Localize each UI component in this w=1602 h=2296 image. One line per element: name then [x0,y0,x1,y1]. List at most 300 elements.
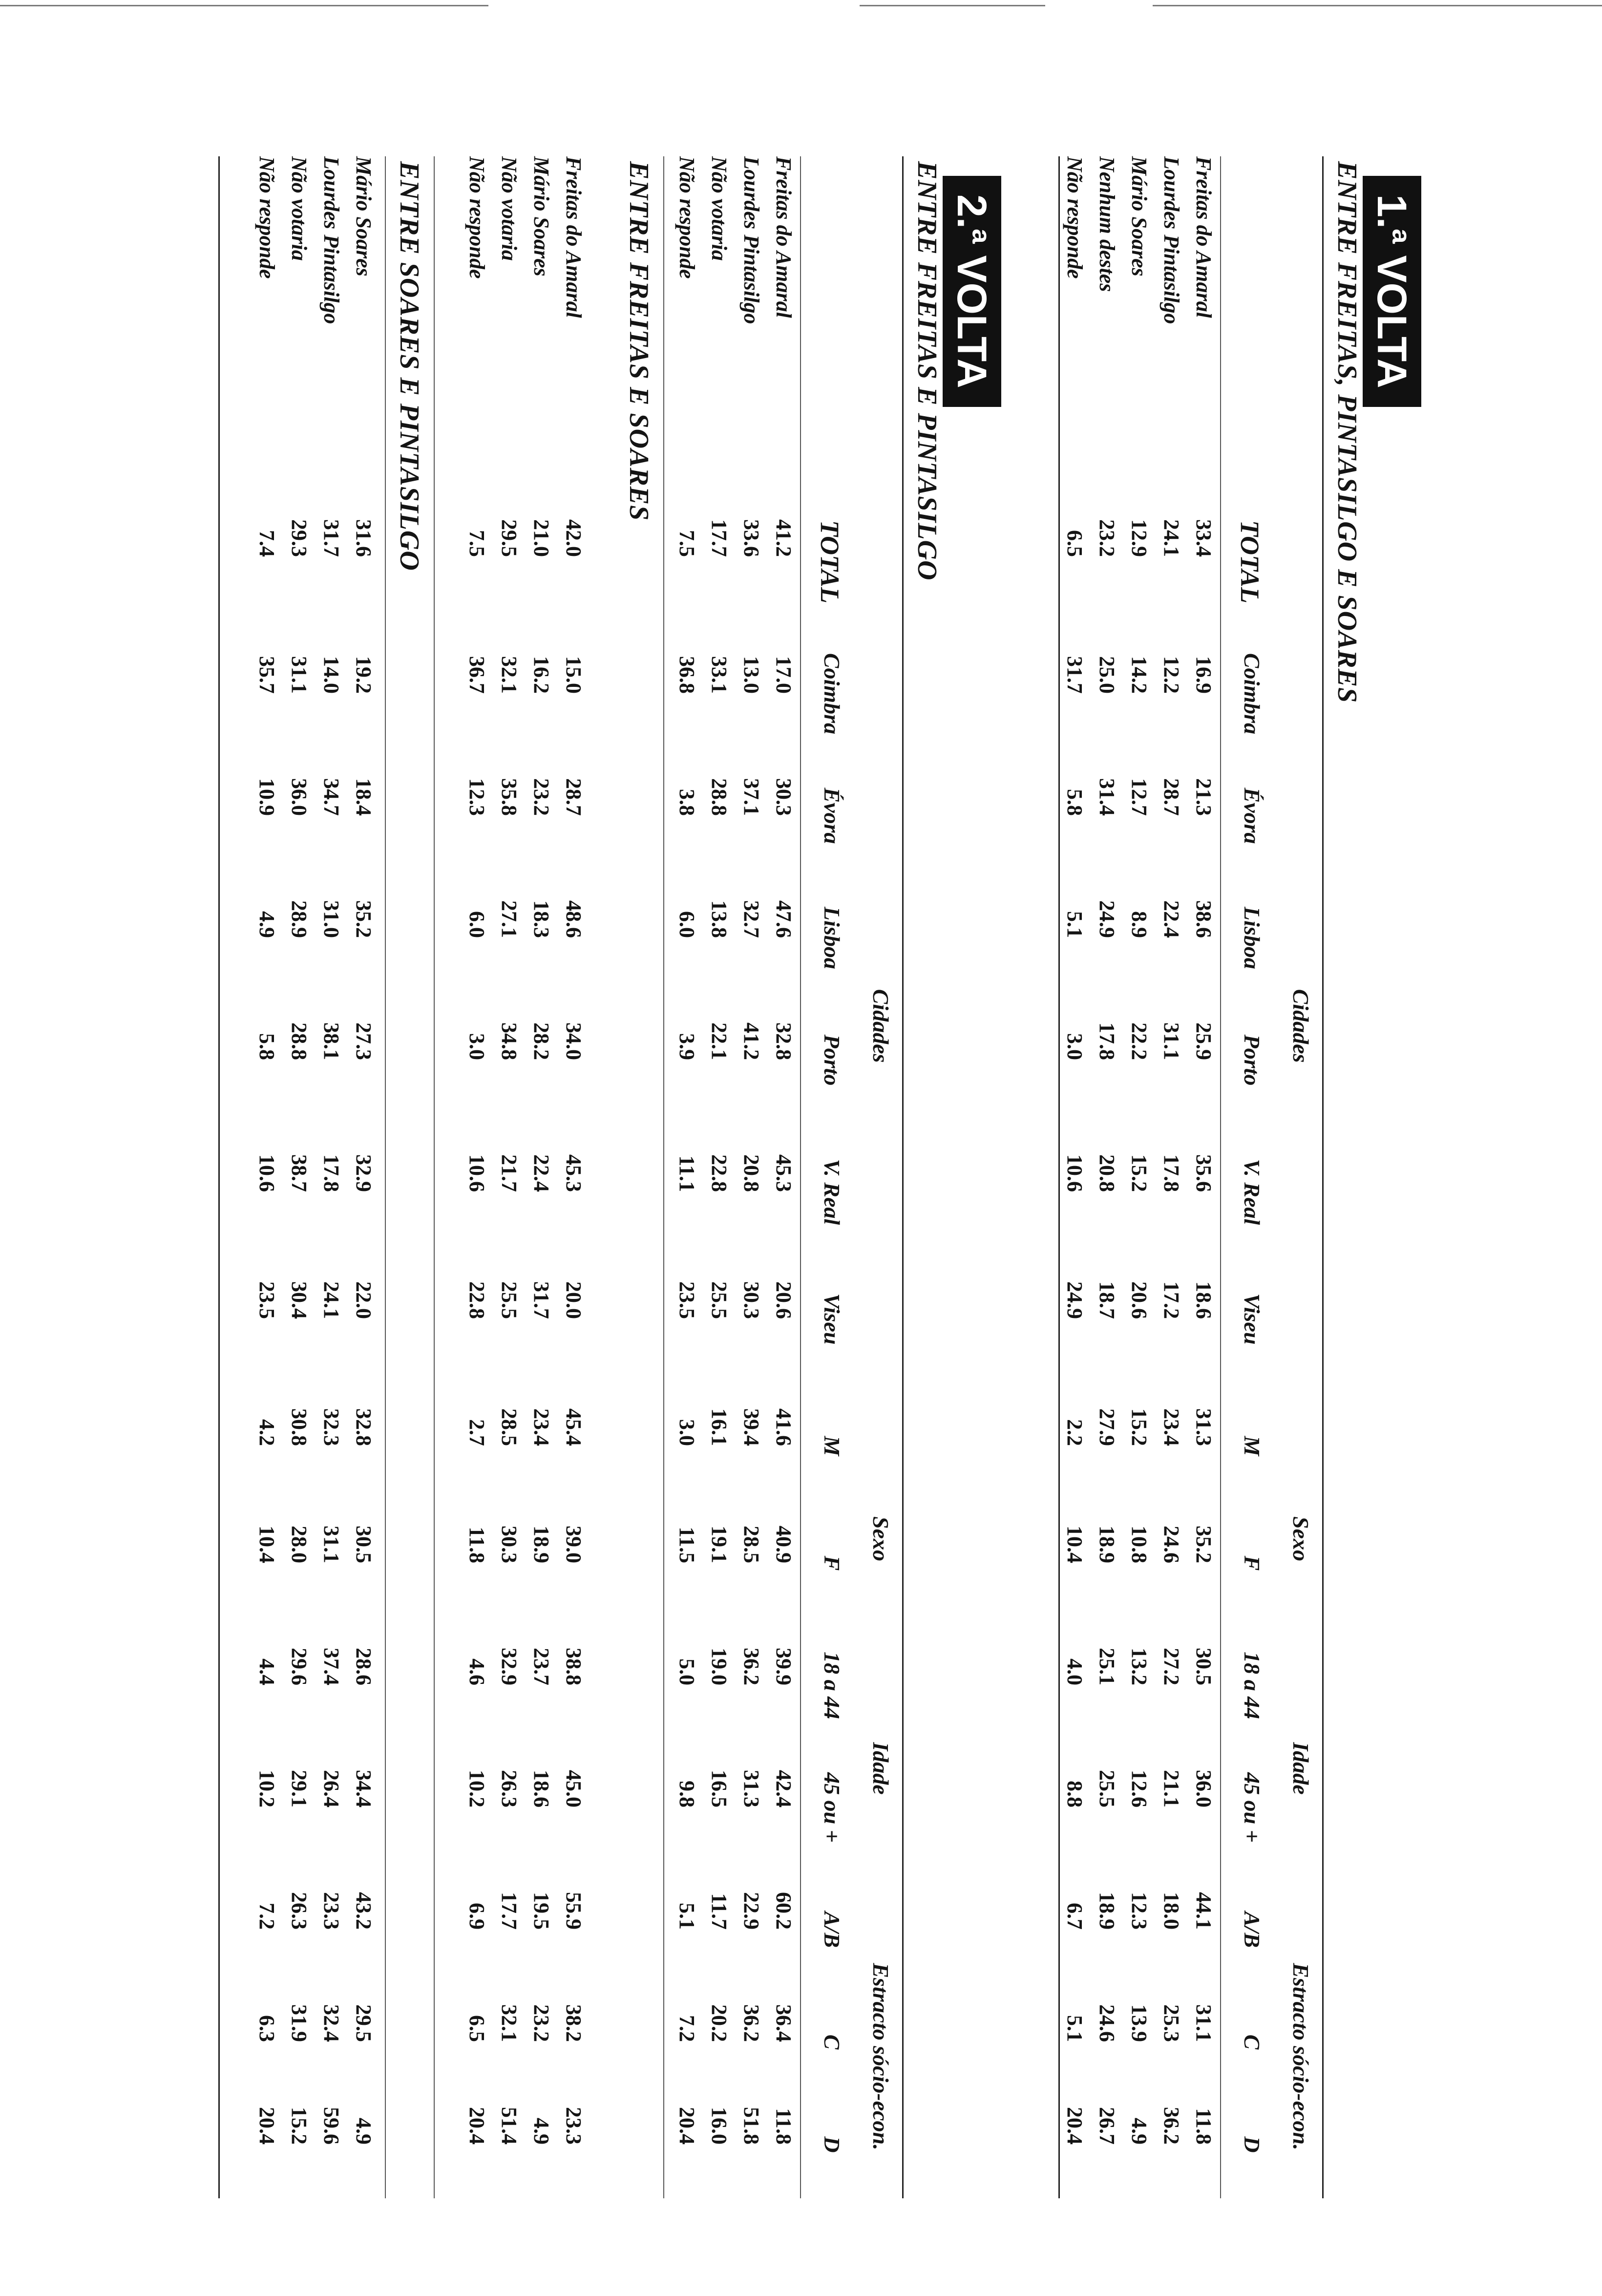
table-cell: 20.4 [255,2107,279,2145]
round1-banner: 1.ª VOLTA [1363,176,1421,407]
table-cell: 19.1 [707,1526,731,1563]
column-estracto-1: C [1240,2034,1265,2050]
table-cell: 16.0 [707,2107,731,2145]
table-cell: 24.9 [1095,900,1119,938]
row-label: Não responde [675,156,699,279]
table-cell: 4.6 [465,1658,489,1685]
table-cell: 23.4 [529,1408,553,1446]
table-cell: 20.0 [562,1281,586,1319]
table-cell: 34.8 [497,1022,521,1060]
column-total: TOTAL [1235,520,1265,603]
table-cell: 47.6 [772,900,796,938]
table-cell: 6.5 [1063,530,1087,557]
table-cell: 18.3 [529,900,553,938]
table-cell: 35.2 [352,900,376,938]
column-group-idade: Idade [1288,1742,1313,1795]
table-cell: 22.8 [465,1281,489,1319]
table-cell: 7.4 [255,530,279,557]
table-divider [663,156,664,2198]
table-cell: 21.1 [1159,1770,1183,1807]
column-cidades-5: Viseu [820,1293,844,1345]
column-group-estracto: Estracto sócio-econ. [868,1963,893,2150]
table-cell: 11.7 [707,1893,731,1930]
column-cidades-3: Porto [1240,1034,1265,1086]
table-cell: 28.6 [352,1648,376,1685]
table-cell: 32.3 [319,1408,343,1446]
table-cell: 14.0 [319,656,343,694]
table-cell: 6.7 [1063,1903,1087,1930]
table-cell: 10.6 [255,1154,279,1192]
table-cell: 17.8 [1095,1022,1119,1060]
table-cell: 16.2 [529,656,553,694]
table-cell: 3.0 [675,1419,699,1446]
table-cell: 31.1 [319,1526,343,1563]
table-cell: 20.6 [772,1281,796,1319]
table-cell: 26.7 [1095,2107,1119,2145]
table-cell: 31.4 [1095,778,1119,816]
table-cell: 15.2 [287,2107,311,2145]
table-cell: 4.9 [255,911,279,938]
table-cell: 37.1 [739,778,763,816]
row-label: Lourdes Pintasilgo [319,156,343,324]
table-cell: 17.7 [707,519,731,557]
table-cell: 4.9 [1127,2118,1151,2145]
table-cell: 30.4 [287,1281,311,1319]
table-divider [434,156,435,2198]
row-label: Não responde [255,156,279,279]
row-label: Não responde [1063,156,1087,279]
table-cell: 19.0 [707,1648,731,1685]
table-cell: 22.9 [739,1892,763,1930]
table-cell: 22.8 [707,1154,731,1192]
table-cell: 20.8 [1095,1154,1119,1192]
table-cell: 3.0 [1063,1033,1087,1060]
row-label: Mário Soares [352,156,376,276]
column-cidades-2: Lisboa [820,907,844,969]
table-cell: 22.1 [707,1022,731,1060]
table-cell: 27.3 [352,1022,376,1060]
table-cell: 32.8 [772,1022,796,1060]
column-sexo-1: F [820,1555,844,1571]
column-sexo-0: M [1240,1436,1265,1456]
table-cell: 44.1 [1192,1892,1216,1930]
table-cell: 60.2 [772,1892,796,1930]
table-cell: 25.5 [497,1281,521,1319]
table-cell: 2.7 [465,1419,489,1446]
table-cell: 26.3 [287,1892,311,1930]
table-cell: 29.6 [287,1648,311,1685]
row-label: Não votaria [287,156,311,261]
table-cell: 15.2 [1127,1408,1151,1446]
table-cell: 31.1 [1159,1022,1183,1060]
row-label: Freitas do Amaral [772,156,796,318]
row-label: Mário Soares [529,156,553,276]
column-cidades-5: Viseu [1240,1293,1265,1345]
table-cell: 11.1 [675,1155,699,1192]
table-cell: 25.3 [1159,2004,1183,2042]
column-group-sexo: Sexo [1288,1516,1313,1561]
table-cell: 51.4 [497,2107,521,2145]
row-label: Não votaria [497,156,521,261]
table-cell: 35.7 [255,656,279,694]
column-cidades-0: Coimbra [1240,653,1265,735]
table-cell: 31.7 [1063,656,1087,694]
table-cell: 41.6 [772,1408,796,1446]
round1-top-rule [1322,156,1324,2198]
table-cell: 30.3 [772,778,796,816]
table-cell: 24.1 [319,1281,343,1319]
column-group-cidades: Cidades [868,989,893,1063]
table-cell: 22.2 [1127,1022,1151,1060]
table-cell: 34.7 [319,778,343,816]
column-cidades-2: Lisboa [1240,907,1265,969]
table-cell: 31.7 [529,1281,553,1319]
table-cell: 26.3 [497,1770,521,1807]
table-cell: 13.9 [1127,2004,1151,2042]
table-cell: 34.4 [352,1770,376,1807]
table-cell: 12.3 [465,778,489,816]
table-cell: 31.7 [319,519,343,557]
table-cell: 18.9 [1095,1526,1119,1563]
table-cell: 10.9 [255,778,279,816]
table-cell: 5.1 [675,1903,699,1930]
table-cell: 38.1 [319,1022,343,1060]
table-cell: 17.2 [1159,1281,1183,1319]
table-cell: 11.5 [675,1527,699,1563]
row-label: Nenhum destes [1095,156,1119,292]
table-cell: 28.7 [1159,778,1183,816]
table-cell: 10.6 [1063,1154,1087,1192]
table-cell: 42.4 [772,1770,796,1807]
table-cell: 18.9 [529,1526,553,1563]
column-sexo-1: F [1240,1555,1265,1571]
rotated-results-sheet [0,147,1426,2296]
table-cell: 32.1 [497,2004,521,2042]
table-cell: 19.2 [352,656,376,694]
column-idade-0: 18 a 44 [820,1652,844,1719]
column-group-idade: Idade [868,1742,893,1795]
table-cell: 25.9 [1192,1022,1216,1060]
table-cell: 10.2 [465,1770,489,1807]
table-cell: 11.8 [1192,2108,1216,2145]
table-cell: 23.2 [1095,519,1119,557]
table-cell: 15.0 [562,656,586,694]
table-cell: 29.5 [497,519,521,557]
table-cell: 22.4 [1159,900,1183,938]
table-cell: 23.5 [255,1281,279,1319]
table-cell: 7.5 [675,530,699,557]
table-cell: 4.4 [255,1658,279,1685]
row-label: Não votaria [707,156,731,261]
table-cell: 12.3 [1127,1892,1151,1930]
table-cell: 10.2 [255,1770,279,1807]
table-cell: 26.4 [319,1770,343,1807]
table-cell: 6.5 [465,2015,489,2042]
table-cell: 25.0 [1095,656,1119,694]
table-cell: 29.3 [287,519,311,557]
table-cell: 40.9 [772,1526,796,1563]
table-cell: 18.4 [352,778,376,816]
table-cell: 51.8 [739,2107,763,2145]
column-estracto-0: A/B [1240,1911,1265,1948]
scan-rule [0,5,488,6]
table-cell: 13.8 [707,900,731,938]
row-label: Freitas do Amaral [562,156,586,318]
table-cell: 20.4 [1063,2107,1087,2145]
column-cidades-1: Évora [820,787,844,844]
table-cell: 32.7 [739,900,763,938]
table-cell: 34.0 [562,1022,586,1060]
round2-table1-title: ENTRE FREITAS E PINTASILGO [912,161,942,581]
table-cell: 23.2 [529,778,553,816]
table-cell: 32.4 [319,2004,343,2042]
table-cell: 17.8 [1159,1154,1183,1192]
table-cell: 36.4 [772,2004,796,2042]
table-cell: 28.8 [287,1022,311,1060]
column-group-sexo: Sexo [868,1516,893,1561]
table-cell: 20.2 [707,2004,731,2042]
table-cell: 55.9 [562,1892,586,1930]
table-cell: 3.8 [675,789,699,816]
table-cell: 28.5 [497,1408,521,1446]
table-cell: 35.2 [1192,1526,1216,1563]
table-cell: 33.4 [1192,519,1216,557]
table-cell: 23.7 [529,1648,553,1685]
table-cell: 23.3 [562,2107,586,2145]
table-cell: 24.6 [1095,2004,1119,2042]
table-cell: 5.0 [675,1658,699,1685]
table-cell: 20.4 [465,2107,489,2145]
column-estracto-1: C [820,2034,844,2050]
table-cell: 29.5 [352,2004,376,2042]
row-label: Freitas do Amaral [1192,156,1216,318]
table-cell: 33.6 [739,519,763,557]
table-cell: 3.9 [675,1033,699,1060]
table-cell: 30.8 [287,1408,311,1446]
column-estracto-0: A/B [820,1911,844,1948]
table-cell: 4.0 [1063,1658,1087,1685]
table-cell: 31.1 [287,656,311,694]
table-cell: 28.7 [562,778,586,816]
column-cidades-0: Coimbra [820,653,844,735]
table-cell: 16.1 [707,1408,731,1446]
table-cell: 5.8 [255,1033,279,1060]
table-cell: 11.8 [772,2108,796,2145]
table-cell: 8.8 [1063,1781,1087,1807]
row-label: Lourdes Pintasilgo [1159,156,1183,324]
table-cell: 35.8 [497,778,521,816]
row-label: Não responde [465,156,489,279]
table-cell: 7.2 [255,1903,279,1930]
column-cidades-4: V. Real [1240,1159,1265,1225]
table-cell: 21.0 [529,519,553,557]
column-group-estracto: Estracto sócio-econ. [1288,1963,1313,2150]
table-cell: 15.2 [1127,1154,1151,1192]
table-cell: 28.0 [287,1526,311,1563]
table-cell: 36.0 [1192,1770,1216,1807]
round2-table2-title: ENTRE FREITAS E SOARES [624,161,654,521]
scan-rule [860,5,1045,6]
table-cell: 45.3 [562,1154,586,1192]
table-cell: 18.0 [1159,1892,1183,1930]
table-cell: 31.6 [352,519,376,557]
column-total: TOTAL [815,520,844,603]
table-cell: 33.1 [707,656,731,694]
table-cell: 25.5 [707,1281,731,1319]
table-cell: 38.7 [287,1154,311,1192]
table-cell: 23.5 [675,1281,699,1319]
table-cell: 16.9 [1192,656,1216,694]
table-cell: 38.2 [562,2004,586,2042]
round1-title: ENTRE FREITAS, PINTASILGO E SOARES [1332,161,1362,703]
table-cell: 28.2 [529,1022,553,1060]
table-cell: 13.0 [739,656,763,694]
table-cell: 36.8 [675,656,699,694]
table-cell: 2.2 [1063,1419,1087,1446]
table-cell: 19.5 [529,1892,553,1930]
table-cell: 41.2 [772,519,796,557]
table-cell: 18.7 [1095,1281,1119,1319]
table-cell: 12.2 [1159,656,1183,694]
table-cell: 18.9 [1095,1892,1119,1930]
table-cell: 7.2 [675,2015,699,2042]
table-cell: 24.1 [1159,519,1183,557]
column-estracto-2: D [1240,2136,1265,2153]
table-cell: 36.0 [287,778,311,816]
table-cell: 10.4 [1063,1526,1087,1563]
table-cell: 36.2 [739,1648,763,1685]
table-cell: 10.8 [1127,1526,1151,1563]
round2-bottom-rule [218,156,220,2198]
table-cell: 28.8 [707,778,731,816]
table-cell: 59.6 [319,2107,343,2145]
table-cell: 31.0 [319,900,343,938]
table-cell: 45.0 [562,1770,586,1807]
table-cell: 6.3 [255,2015,279,2042]
table-cell: 23.4 [1159,1408,1183,1446]
table-cell: 10.6 [465,1154,489,1192]
table-cell: 42.0 [562,519,586,557]
round2-top-rule [902,156,904,2198]
table-cell: 31.3 [739,1770,763,1807]
table-cell: 6.0 [675,911,699,938]
table-cell: 25.5 [1095,1770,1119,1807]
table-cell: 30.5 [352,1526,376,1563]
table-cell: 27.1 [497,900,521,938]
table-cell: 17.8 [319,1154,343,1192]
table-cell: 12.6 [1127,1770,1151,1807]
table-cell: 36.2 [739,2004,763,2042]
table-cell: 18.6 [1192,1281,1216,1319]
table-cell: 12.9 [1127,519,1151,557]
table-cell: 45.3 [772,1154,796,1192]
column-cidades-4: V. Real [820,1159,844,1225]
round2-table3-title: ENTRE SOARES E PINTASILGO [394,161,424,571]
table-cell: 36.2 [1159,2107,1183,2145]
table-cell: 32.9 [497,1648,521,1685]
table-cell: 27.2 [1159,1648,1183,1685]
table-cell: 35.6 [1192,1154,1216,1192]
table-cell: 36.7 [465,656,489,694]
table-cell: 38.8 [562,1648,586,1685]
table-cell: 32.8 [352,1408,376,1446]
round1-header-rule [1220,156,1221,2198]
table-cell: 7.5 [465,530,489,557]
table-cell: 43.2 [352,1892,376,1930]
table-cell: 25.1 [1095,1648,1119,1685]
table-cell: 6.0 [465,911,489,938]
table-cell: 18.6 [529,1770,553,1807]
column-idade-0: 18 a 44 [1240,1652,1265,1719]
table-cell: 9.8 [675,1781,699,1807]
column-cidades-1: Évora [1240,787,1265,844]
table-cell: 27.9 [1095,1408,1119,1446]
table-cell: 31.1 [1192,2004,1216,2042]
table-cell: 10.4 [255,1526,279,1563]
table-cell: 32.1 [497,656,521,694]
table-cell: 28.9 [287,900,311,938]
table-cell: 21.3 [1192,778,1216,816]
table-cell: 28.5 [739,1526,763,1563]
table-cell: 24.6 [1159,1526,1183,1563]
table-cell: 3.0 [465,1033,489,1060]
table-cell: 20.8 [739,1154,763,1192]
table-cell: 48.6 [562,900,586,938]
table-cell: 23.3 [319,1892,343,1930]
table-cell: 11.8 [465,1527,489,1563]
table-cell: 24.9 [1063,1281,1087,1319]
table-cell: 39.9 [772,1648,796,1685]
table-cell: 21.7 [497,1154,521,1192]
table-cell: 31.9 [287,2004,311,2042]
column-idade-1: 45 ou + [1240,1772,1265,1843]
column-idade-1: 45 ou + [820,1772,844,1843]
scan-rule [1153,5,1602,6]
table-cell: 16.5 [707,1770,731,1807]
round2-banner: 2.ª VOLTA [943,176,1001,407]
table-cell: 32.9 [352,1154,376,1192]
table-cell: 30.3 [497,1526,521,1563]
table-cell: 41.2 [739,1022,763,1060]
row-label: Lourdes Pintasilgo [739,156,763,324]
table-cell: 45.4 [562,1408,586,1446]
column-group-cidades: Cidades [1288,989,1313,1063]
table-cell: 6.9 [465,1903,489,1930]
table-cell: 39.0 [562,1526,586,1563]
table-cell: 8.9 [1127,911,1151,938]
table-cell: 29.1 [287,1770,311,1807]
table-cell: 22.0 [352,1281,376,1319]
table-cell: 17.7 [497,1892,521,1930]
table-cell: 4.9 [529,2118,553,2145]
table-cell: 39.4 [739,1408,763,1446]
column-estracto-2: D [820,2136,844,2153]
table-cell: 38.6 [1192,900,1216,938]
table-divider [385,156,386,2198]
table-cell: 20.4 [675,2107,699,2145]
round2-header-rule [800,156,801,2198]
table-cell: 4.9 [352,2118,376,2145]
column-cidades-3: Porto [820,1034,844,1086]
table-cell: 30.3 [739,1281,763,1319]
table-cell: 4.2 [255,1419,279,1446]
column-sexo-0: M [820,1436,844,1456]
table-cell: 12.7 [1127,778,1151,816]
table-cell: 5.1 [1063,911,1087,938]
table-cell: 22.4 [529,1154,553,1192]
table-cell: 31.3 [1192,1408,1216,1446]
row-label: Mário Soares [1127,156,1151,276]
